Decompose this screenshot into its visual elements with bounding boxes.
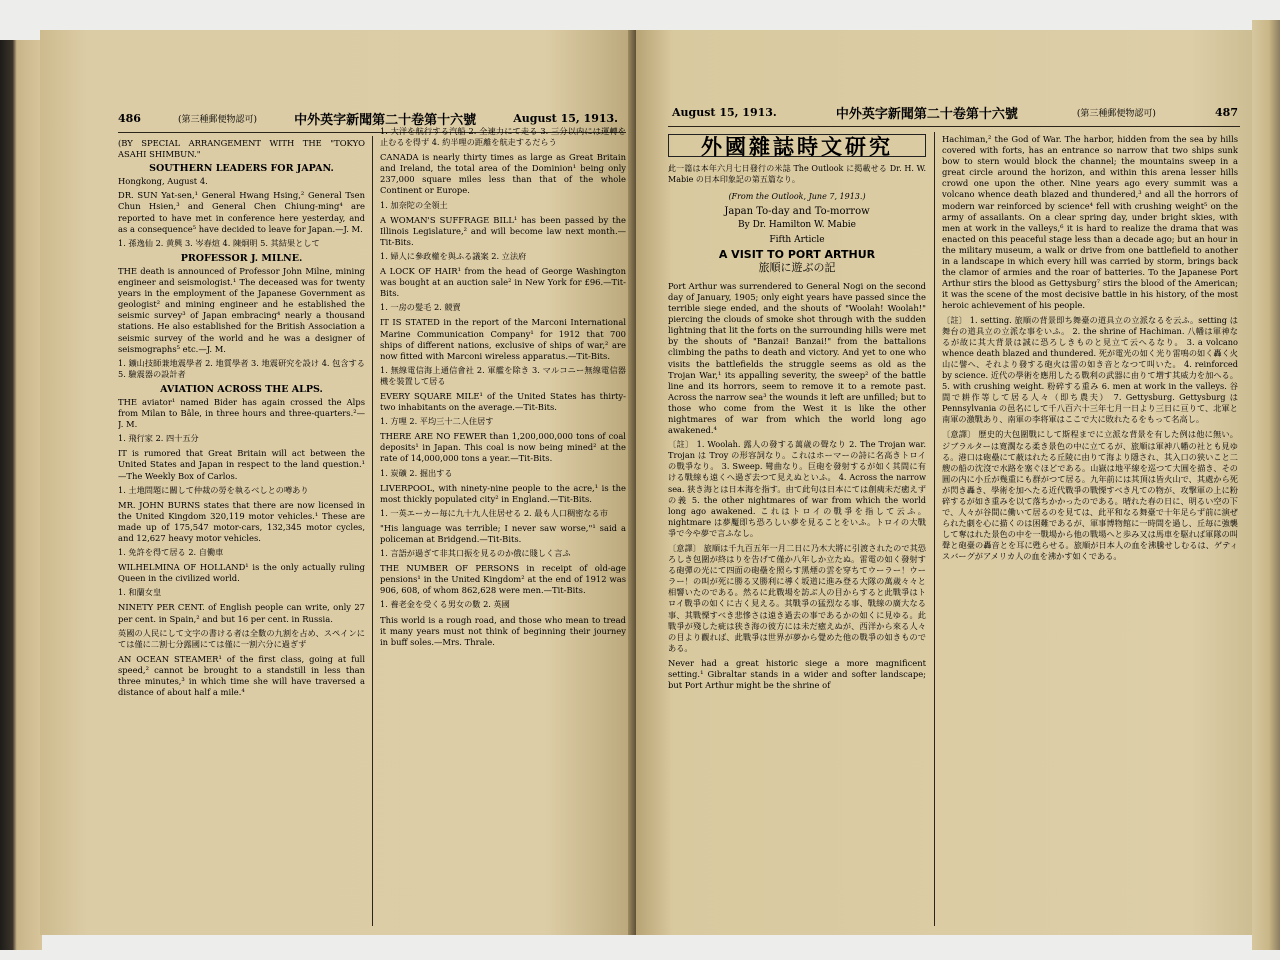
gloss-note: 〔註〕 1. Woolah. 露人の發する萬歳の聲なり 2. The Trojan war. Trojan は Troy の形容詞なり。これはホーマーの詩に名高きトロイの戰爭なり。 3. Sweep. 彎曲なり。巨砲を發射するが如く其間に有ける戰線も遠くへ過ぎ去つて見えぬといふ。 4. Across the narrow sea. 狭き海とは日本海を指す。由て此句は日本にては創痍未だ癒えずの義 5. the other nightmares of war from which the world long ago awakened. これはトロイの戰爭を指して云ふ。nightmare は夢魘即ち恐ろしい夢を見ることをいふ。トロイの大戰爭で今や夢で言ふなし。: [668, 439, 926, 538]
article-paragraph: Hachiman,² the God of War. The harbor, hidden from the sea by hills covered with forts, has an entrance so narrow that two ships sunk bow to stern would block the channel; the mountains sweep in a great circle around the horizon, and within this arena lesser hills crowd one upon the other. Nine years ago every summit was a volcano whence death blazed and thundered,³ and all the horrors of modern war reinforced by science⁴ fell with crushing weight⁵ on the army of assailants. On a clear spring day, under bright skies, with men at work in the valleys,⁶ it is hard to realize the drama that was enacted on this peaceful stage less than a decade ago; but an hour in the military museum, a walk or drive from one battlefield to another in a landscape in which every hill was carried by storm, brings back the clamor of armies and the roar of batteries. To the Japanese Port Arthur stirs the blood as Gettysburg⁷ stirs the blood of the American; it was the scene of the most decisive battle in his history, of the most heroic achievement of his people.: [942, 134, 1238, 311]
right-header-date: August 15, 1913.: [672, 105, 777, 119]
right-page-header: [672, 102, 1238, 122]
feature-title: 外國雜誌時文研究: [668, 134, 926, 157]
gloss-note: 1. 炭礦 2. 掘出する: [380, 467, 453, 478]
visit-title: A VISIT TO PORT ARTHUR: [718, 247, 876, 261]
article-paragraph: Hongkong, August 4.: [118, 176, 208, 187]
left-column-1: [118, 138, 365, 924]
article-paragraph: CANADA is nearly thirty times as large as Great Britain and Ireland, the total area of the Dominion¹ being only 237,000 square miles less than that of the whole Continent or Europe.: [380, 152, 626, 196]
gloss-note: 1. 鑛山技師兼地震學者 2. 地質學者 3. 地震研究を設け 4. 包含する 5. 驗震器の設計者: [118, 357, 365, 379]
book-page-edges-left: [0, 40, 42, 950]
article-paragraph: THE death is announced of Professor John Milne, mining engineer and seismologist.¹ The deceased was for twenty years in the employment of the Japanese Government as geologist² and mining engineer and he established the seismic survey³ of Japan embracing⁴ nearly a thousand stations. He also established for the British Association a seismic survey of the world and he was a designer of seismographs⁵ etc.—J. M.: [118, 265, 365, 354]
feature-subtitle: Japan To-day and To-morrow: [724, 206, 870, 218]
article-paragraph: IT is rumored that Great Britain will act between the United States and Japan in respect to the land question.¹—The Weekly Box of Carlos.: [118, 448, 365, 481]
left-page-header: [118, 108, 618, 128]
article-paragraph: Port Arthur was surrendered to General Nogi on the second day of January, 1905; only eight years have passed since the terrible siege ended, and the shouts of "Woolah! Woolah!" piercing the clouds of smoke shot through with the sudden lightning that lit the forts on the surrounding hills were met by the shouts of "Banzai! Banzai!" from the battalions climbing the paths to death and victory. And yet to one who visits the battlefields the struggle seems as old as the Trojan War,¹ its appalling severity, the sweep² of the battle line and its horrors, seem to remove it to a remote past. Across the narrow sea³ the wounds it left are unfilled; but to those who come from the West it is like the other nightmares of war from which the world long ago awakened.⁴: [668, 280, 926, 436]
gloss-note: 1. 和蘭女皇: [118, 587, 162, 598]
article-heading: SOUTHERN LEADERS FOR JAPAN.: [149, 163, 334, 175]
article-paragraph: Never had a great historic siege a more magnificent setting.¹ Gibraltar stands in a wider and softer landscape; but Port Arthur might be the shrine of: [668, 657, 926, 691]
article-paragraph: IT IS STATED in the report of the Marconi International Marine Communication Company¹ for 1912 that 700 ships of different nations, exclusive of ships of war,² are now fitted with Marconi wireless apparatus.—Tit-Bits.: [380, 317, 626, 361]
right-page-number: 487: [1215, 105, 1238, 119]
article-paragraph: "His language was terrible; I never saw worse,"¹ said a policeman at Bridgend.—Tit-Bits.: [380, 522, 626, 544]
article-paragraph: (BY SPECIAL ARRANGEMENT WITH THE "TOKYO ASAHI SHIMBUN.": [118, 138, 365, 160]
article-paragraph: WILHELMINA OF HOLLAND¹ is the only actually ruling Queen in the civilized world.: [118, 562, 365, 584]
article-heading: PROFESSOR J. MILNE.: [180, 252, 303, 264]
left-column-2: [380, 126, 626, 924]
article-paragraph: LIVERPOOL, with ninety-nine people to the acre,¹ is the most thickly populated city² in England.—Tit-Bits.: [380, 482, 626, 504]
gloss-note: 1. 婦人に參政權を與ふる議案 2. 立法府: [380, 250, 527, 261]
article-paragraph: THE NUMBER OF PERSONS in receipt of old-age pensions¹ in the United Kingdom² at the end of 1912 was 906, 608, of whom 862,628 were men.—Tit-Bits.: [380, 563, 626, 596]
gloss-note: 1. 孫逸仙 2. 黄興 3. 岑春煊 4. 陳炯明 5. 其結果として: [118, 237, 320, 248]
article-paragraph: NINETY PER CENT. of English people can write, only 27 per cent. in Spain,² and but 16 per cent. in Russia.: [118, 602, 365, 624]
gloss-note: 1. 方哩 2. 平均三十二人住居す: [380, 416, 494, 427]
gloss-note: 1. 土地問題に關して仲裁の勞を執るべしとの噂あり: [118, 484, 309, 495]
gloss-note: 1. 養老金を受くる男女の數 2. 英國: [380, 599, 510, 610]
gloss-note: 〔註〕 1. setting. 旅順の背景即ち舞臺の道具立の立派なるを云ふ。setting は舞台の道具立の立派な事をいふ。 2. the shrine of Hachiman. 八幡は軍神なるが故に其大背景は誠に恐ろしきものと見立て云へるなり。 3. a volcano whence death blazed and thundered. 死が電光の如く光り雷鳴の如く轟く火山に譬へ、それより發する砲火は雷の如き音となつて叫いた。 4. reinforced by science. 近代の學術を應用したる戰利の武器に由りて増す其威力を加へる。 5. with crushing weight. 粉碎する重み 6. men at work in the valleys. 谷間で耕作等して居る人々（即ち農夫） 7. Gettysburg. Gettysburg は Pennsylvania の邑名にして千八百六十三年七月一日より三日に亘りて、北軍と南軍の激戰あり、南軍の李将軍はここで大に敗れたるをもって名高し。: [942, 314, 1238, 425]
gloss-note: 1. 無線電信海上通信會社 2. 軍艦を除き 3. マルコニー無線電信器機を裝置して居る: [380, 364, 626, 386]
article-paragraph: This world is a rough road, and those who mean to tread it many years must not think of beginning their journey in buff soles.—Mrs. Thrale.: [380, 614, 626, 647]
gloss-note: 〔意譯〕 歷史的大包圍戰にして斯程までに立派な背景を有した例は他に無い。ジブラルターは寛濶なる柔き景色の中に立てるが、旅順は軍神八幡の社とも見ゆる。港口は砲壘にて蔽はれたる丘陵に由りて海より隱され、其入口の狭いこと二艘の船の沈沒で水路を塞ぐほどである。山嶽は地平線を巡つて大圓を描き、その圓の内に小丘が幾重にも群がつて居る。九年前には其頂は皆火山で、其處から死が閃き轟き、學術を加へたる近代戰爭の戰慄すべき凡ての物が、攻撃軍の上に粉碎するが如き重みを以て落ちかかったのである。晴れた春の日に、明るい空の下で、人々が谷間に働いて居るのを見ては、此平和なる舞臺で十年足らず前に演ぜられた劇を心に描くのは困難であるが、軍事博物館に一時間を過し、丘毎に強襲して奪はれた景色の中を一戰場から他の戰場へと歩み又は馬車を駆れば軍隊の叫聲と砲臺の轟音とを耳に甦らせる。旅順が日本人の血を沸騰せしむるは、ゲティスバーグがアメリカ人の血を沸かす如くである。: [942, 429, 1238, 562]
gloss-note: 1. 一英エーカー毎に九十九人住居せる 2. 最も人口稠密なる市: [380, 507, 608, 518]
gloss-note: 1. 大洋を航行する汽船 2. 全速力にて走る 3. 三分以内には運轉を止むるを得ず 4. 約半哩の距離を航走するだらう: [380, 126, 626, 148]
article-paragraph: THERE ARE NO FEWER than 1,200,000,000 tons of coal deposits¹ in Japan. This coal is now being mined² at the rate of 14,000,000 tons a year.—Tit-Bits.: [380, 431, 626, 464]
visit-title-japanese: 旅順に遊ぶの記: [758, 260, 836, 274]
article-paragraph: A LOCK OF HAIR¹ from the head of George Washington was bought at an auction sale² in New York for £96.—Tit-Bits.: [380, 266, 626, 299]
gloss-note: 1. 一房の髪毛 2. 競賣: [380, 302, 461, 313]
feature-source: (From the Outlook, June 7, 1913.): [728, 192, 866, 202]
right-header-right-text: (第三種郵便物認可): [1076, 108, 1156, 119]
left-column-divider: [372, 136, 373, 926]
left-header-left-text: (第三種郵便物認可): [178, 114, 258, 125]
gloss-note: 1. 飛行家 2. 四十五分: [118, 433, 199, 444]
gloss-note: 〔意譯〕 旅順は千九百五年一月二日に乃木大將に引渡されたので其恐ろしき包圍が終はりを告げて僅か八年しか立たぬ。雷電の如く發射する砲彈の光にて四面の砲壘を照らす黑煙の雲を穿ちてウーラー！ウーラー！の叫が死に勝る又勝利に導く坂道に進み登る大隊の萬歳々々と相響いたのである。然るに此戰場を訪ぶ人の目からすると此戰爭はトロイ戰爭の如くに古く見える。其戰爭の猛烈なる事、戰線の廣大なる事、其戰慄すべき悲慘さは遠き過去の事であるかの如くに見ゆる。此戰爭が殘した疵は狭き海の彼方には未だ癒えぬが、西洋から來る人々の目より觀れば、此戰爭は世界が夢から覺めた他の戰爭の如きものである。: [668, 543, 926, 653]
gloss-note: 1. 言語が過ぎて非其口振を見るのか俄に賤しく言ふ: [380, 548, 571, 559]
article-paragraph: A WOMAN'S SUFFRAGE BILL¹ has been passed by the Illinois Legislature,² and will become law next month.—Tit-Bits.: [380, 214, 626, 247]
article-paragraph: MR. JOHN BURNS states that there are now licensed in the United Kingdom 320,119 motor vehicles.¹ These are made up of 175,547 motor-cars, 132,345 motor cycles, and 12,627 heavy motor vehicles.: [118, 499, 365, 543]
right-header-title: 中外英字新聞第二十卷第十六號: [835, 106, 1018, 122]
feature-author: By Dr. Hamilton W. Mabie: [738, 220, 856, 231]
left-header-title: 中外英字新聞第二十卷第十六號: [294, 112, 477, 128]
right-column-2: [942, 134, 1238, 926]
feature-article-number: Fifth Article: [769, 234, 825, 245]
article-paragraph: EVERY SQUARE MILE¹ of the United States has thirty-two inhabitants on the average.—Tit-Bits.: [380, 390, 626, 413]
left-page-number: 486: [118, 111, 141, 125]
gloss-note: 英國の人民にして文字の書ける者は全數の九割を占め、スペインにては僅に二割七分露國にては僅に一割六分に過ぎず: [118, 627, 365, 649]
gloss-note: 1. 加奈陀の全領土: [380, 199, 448, 210]
book-page-edges-right: [1252, 20, 1280, 950]
feature-body: [668, 281, 926, 691]
article-paragraph: DR. SUN Yat-sen,¹ General Hwang Hsing,² General Tsen Chun Hsien,³ and General Chen Chiung-ming⁴ are reported to have met in conference here yesterday, and as a consequence⁵ have decided to leave for Japan.—J. M.: [118, 190, 365, 234]
feature-intro: 此一篇は本年六月七日發行の米誌 The Outlook に掲載せる Dr. H. W. Mabie の日本印象記の第五篇なり。: [668, 164, 926, 185]
right-column-1: [668, 134, 926, 926]
left-header-date: August 15, 1913.: [513, 111, 618, 125]
gloss-note: 1. 免許を得て居る 2. 自働車: [118, 547, 224, 558]
article-paragraph: AN OCEAN STEAMER¹ of the first class, going at full speed,² cannot be brought to a standstill in less than three minutes,³ in which time she will have traversed a distance of about half a mile.⁴: [118, 653, 365, 698]
right-column-divider: [934, 132, 935, 926]
right-header-rule: [668, 126, 1240, 127]
article-heading: AVIATION ACROSS THE ALPS.: [160, 383, 323, 395]
article-paragraph: THE aviator¹ named Bider has again crossed the Alps from Milan to Bâle, in three hours and three-quarters.²—J. M.: [118, 396, 365, 430]
